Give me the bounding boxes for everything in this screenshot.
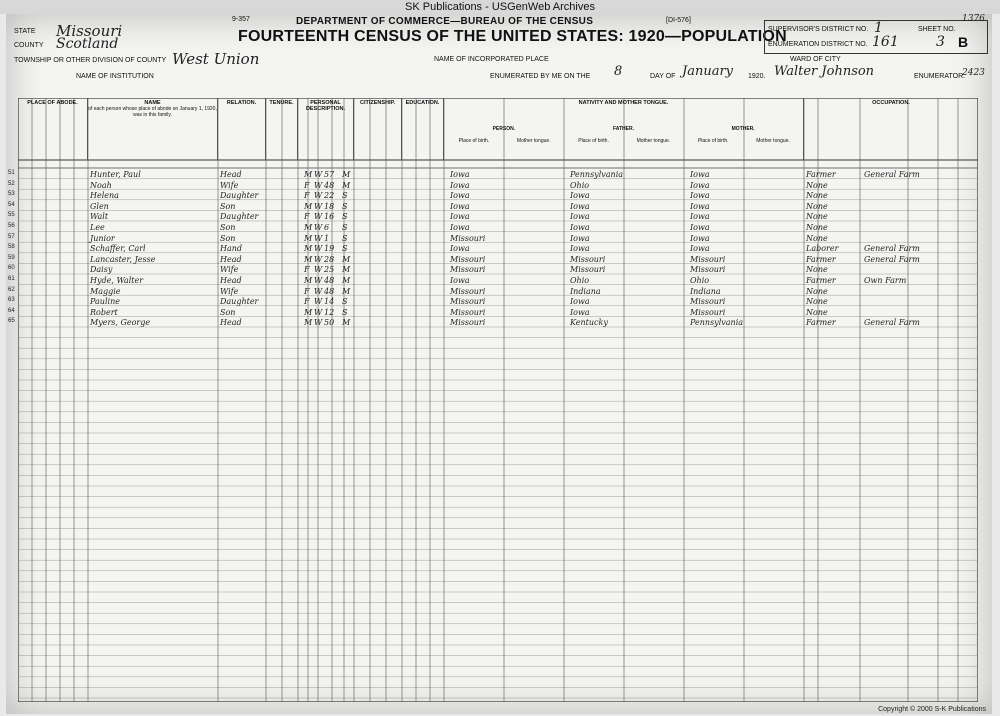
table-cell-name: Myers, George bbox=[90, 318, 151, 328]
table-cell-birth: Iowa bbox=[450, 191, 470, 201]
table-cell-mb: Iowa bbox=[690, 201, 710, 211]
table-cell-ms: M bbox=[342, 180, 351, 190]
sheet-letter: B bbox=[958, 34, 969, 50]
enumerated-label: ENUMERATED BY ME ON THE bbox=[490, 73, 591, 80]
table-cell-age: 25 bbox=[324, 265, 335, 275]
col-person-birth: Place of birth. bbox=[458, 138, 490, 144]
table-cell-n: 64 bbox=[8, 307, 15, 314]
table-cell-occ: None bbox=[806, 180, 828, 190]
day-value: 8 bbox=[614, 64, 623, 79]
township-value: West Union bbox=[172, 50, 260, 68]
census-table bbox=[8, 98, 978, 702]
table-cell-n: 53 bbox=[8, 191, 15, 198]
table-cell-birth: Missouri bbox=[450, 307, 486, 317]
table-cell-mb: Iowa bbox=[690, 223, 710, 232]
table-cell-birth: Missouri bbox=[450, 297, 486, 307]
table-cell-rel: Wife bbox=[220, 286, 239, 296]
table-cell-rel: Daughter bbox=[220, 191, 259, 201]
table-cell-mb: Missouri bbox=[690, 307, 726, 317]
table-cell-ms: M bbox=[342, 254, 351, 264]
table-cell-sex: M bbox=[304, 233, 313, 243]
table-cell-sex: F bbox=[304, 297, 310, 307]
copyright: Copyright © 2000 S-K Publications bbox=[878, 706, 986, 713]
table-cell-n: 59 bbox=[8, 254, 15, 261]
table-cell-ind: General Farm bbox=[864, 254, 920, 264]
supervisor-label: SUPERVISOR'S DISTRICT NO. bbox=[768, 26, 869, 33]
table-cell-name: Glen bbox=[90, 201, 109, 211]
table-cell-birth: Missouri bbox=[450, 254, 486, 264]
table-cell-ms: S bbox=[342, 201, 348, 211]
table-cell-rel: Daughter bbox=[220, 297, 259, 307]
col-person: PERSON. bbox=[492, 126, 516, 132]
table-cell-sex: F bbox=[304, 286, 310, 296]
state-label: STATE bbox=[14, 28, 36, 35]
table-cell-rel: Son bbox=[220, 307, 236, 317]
table-cell-race: W bbox=[314, 223, 323, 232]
table-cell-race: W bbox=[314, 244, 323, 254]
table-cell-n: 51 bbox=[8, 170, 15, 176]
table-cell-mb: Iowa bbox=[690, 233, 710, 243]
table-cell-fb: Iowa bbox=[570, 297, 590, 307]
table-cell-fb: Iowa bbox=[570, 233, 590, 243]
table-cell-name: Robert bbox=[90, 307, 118, 317]
table-cell-age: 14 bbox=[324, 297, 335, 307]
col-mother-tongue: Mother tongue. bbox=[756, 138, 790, 144]
table-cell-occ: Farmer bbox=[806, 318, 836, 328]
county-label: COUNTY bbox=[14, 42, 44, 49]
table-cell-birth: Missouri bbox=[450, 233, 486, 243]
table-cell-rel: Head bbox=[220, 254, 242, 264]
table-cell-ms: S bbox=[342, 297, 348, 307]
table-cell-age: 19 bbox=[324, 244, 335, 254]
table-cell-rel: Wife bbox=[220, 265, 239, 275]
table-cell-name: Maggie bbox=[90, 286, 121, 296]
table-cell-ms: S bbox=[342, 233, 348, 243]
enumeration-value: 161 bbox=[872, 34, 899, 50]
table-cell-occ: None bbox=[806, 297, 828, 307]
incorporated-label: NAME OF INCORPORATED PLACE bbox=[434, 56, 549, 63]
table-cell-occ: Laborer bbox=[806, 244, 839, 254]
table-cell-mb: Iowa bbox=[690, 180, 710, 190]
table-cell-race: W bbox=[314, 318, 323, 328]
form-number: 9-357 bbox=[232, 16, 250, 23]
table-cell-race: W bbox=[314, 191, 323, 201]
stamp-side: 2423 bbox=[962, 68, 985, 78]
table-cell-rel: Son bbox=[220, 201, 236, 211]
col-place-of-abode: PLACE OF ABODE. bbox=[18, 98, 88, 160]
table-cell-sex: M bbox=[304, 244, 313, 254]
table-cell-age: 22 bbox=[324, 191, 335, 201]
table-cell-n: 57 bbox=[8, 233, 15, 240]
table-cell-occ: None bbox=[806, 307, 828, 317]
month-value: January bbox=[682, 64, 734, 79]
table-cell-rel: Son bbox=[220, 223, 236, 232]
table-cell-birth: Missouri bbox=[450, 318, 486, 328]
table-grid bbox=[18, 98, 978, 702]
table-cell-ind: General Farm bbox=[864, 318, 920, 328]
table-cell-sex: M bbox=[304, 223, 313, 232]
table-cell-n: 55 bbox=[8, 212, 15, 219]
table-cell-fb: Ohio bbox=[570, 276, 590, 285]
table-cell-race: W bbox=[314, 180, 323, 190]
table-cell-age: 18 bbox=[324, 201, 335, 211]
table-cell-sex: M bbox=[304, 170, 313, 179]
table-cell-sex: M bbox=[304, 307, 313, 317]
table-cell-fb: Iowa bbox=[570, 212, 590, 222]
table-cell-fb: Iowa bbox=[570, 223, 590, 232]
table-cell-ind: General Farm bbox=[864, 170, 920, 179]
table-cell-fb: Indiana bbox=[570, 286, 601, 296]
table-cell-race: W bbox=[314, 212, 323, 222]
table-cell-name: Lancaster, Jesse bbox=[90, 254, 156, 264]
table-cell-race: W bbox=[314, 233, 323, 243]
table-cell-mb: Iowa bbox=[690, 170, 710, 179]
table-cell-sex: F bbox=[304, 180, 310, 190]
table-cell-n: 60 bbox=[8, 265, 15, 272]
table-cell-birth: Missouri bbox=[450, 265, 486, 275]
table-cell-sex: M bbox=[304, 318, 313, 328]
sheet-label: SHEET NO. bbox=[918, 26, 956, 33]
table-cell-birth: Iowa bbox=[450, 212, 470, 222]
table-cell-rel: Head bbox=[220, 170, 242, 179]
table-cell-n: 65 bbox=[8, 318, 15, 325]
table-cell-mb: Indiana bbox=[690, 286, 721, 296]
col-father-birth: Place of birth. bbox=[578, 138, 609, 144]
table-cell-sex: M bbox=[304, 276, 313, 285]
table-cell-name: Schaffer, Carl bbox=[90, 244, 146, 254]
table-cell-ind: Own Farm bbox=[864, 276, 907, 285]
table-cell-age: 48 bbox=[324, 276, 335, 285]
col-education: EDUCATION. bbox=[402, 98, 444, 160]
table-cell-race: W bbox=[314, 254, 323, 264]
table-cell-birth: Iowa bbox=[450, 244, 470, 254]
table-cell-fb: Missouri bbox=[570, 265, 606, 275]
table-cell-birth: Missouri bbox=[450, 286, 486, 296]
table-cell-name: Pauline bbox=[90, 297, 120, 307]
table-cell-name: Lee bbox=[90, 223, 105, 232]
sheet-value: 3 bbox=[936, 34, 945, 50]
col-relation: RELATION. bbox=[218, 98, 266, 160]
table-cell-sex: M bbox=[304, 201, 313, 211]
table-cell-mb: Iowa bbox=[690, 212, 710, 222]
table-cell-ms: S bbox=[342, 244, 348, 254]
table-cell-ind: General Farm bbox=[864, 244, 920, 254]
table-cell-race: W bbox=[314, 265, 323, 275]
table-cell-birth: Iowa bbox=[450, 201, 470, 211]
col-mother-birth: Place of birth. bbox=[697, 138, 729, 144]
table-cell-age: 28 bbox=[324, 254, 335, 264]
table-cell-name: Daisy bbox=[90, 265, 113, 275]
table-cell-occ: None bbox=[806, 212, 828, 222]
table-cell-n: 61 bbox=[8, 276, 15, 282]
form-code: [DI-576] bbox=[666, 17, 691, 24]
table-cell-fb: Iowa bbox=[570, 244, 590, 254]
table-cell-rel: Daughter bbox=[220, 212, 259, 222]
table-cell-rel: Head bbox=[220, 318, 242, 328]
col-personal: PERSONAL DESCRIPTION. bbox=[298, 98, 354, 160]
table-cell-occ: None bbox=[806, 223, 828, 232]
table-cell-race: W bbox=[314, 307, 323, 317]
table-cell-occ: Farmer bbox=[806, 276, 836, 285]
township-label: TOWNSHIP OR OTHER DIVISION OF COUNTY bbox=[14, 57, 167, 64]
table-cell-occ: None bbox=[806, 201, 828, 211]
table-cell-ms: S bbox=[342, 212, 348, 222]
table-cell-occ: Farmer bbox=[806, 254, 836, 264]
state-value: Missouri bbox=[56, 22, 123, 40]
table-cell-fb: Missouri bbox=[570, 254, 606, 264]
table-cell-age: 48 bbox=[324, 286, 335, 296]
table-cell-mb: Iowa bbox=[690, 191, 710, 201]
table-cell-mb: Missouri bbox=[690, 254, 726, 264]
col-person-tongue: Mother tongue. bbox=[516, 138, 551, 144]
table-cell-birth: Iowa bbox=[450, 223, 470, 232]
census-sheet bbox=[6, 14, 992, 714]
col-mother: MOTHER. bbox=[731, 126, 755, 132]
table-cell-ms: S bbox=[342, 191, 348, 201]
table-cell-n: 62 bbox=[8, 286, 15, 293]
department-title: DEPARTMENT OF COMMERCE—BUREAU OF THE CENSUS bbox=[296, 16, 594, 27]
table-cell-age: 50 bbox=[324, 318, 335, 328]
enumerator-label: ENUMERATOR. bbox=[914, 73, 966, 80]
table-cell-age: 57 bbox=[324, 170, 335, 179]
county-value: Scotland bbox=[56, 36, 119, 52]
table-cell-ms: S bbox=[342, 223, 348, 232]
table-cell-rel: Wife bbox=[220, 180, 239, 190]
table-cell-age: 6 bbox=[324, 223, 330, 232]
table-cell-n: 63 bbox=[8, 297, 15, 304]
table-cell-occ: None bbox=[806, 233, 828, 243]
table-cell-n: 58 bbox=[8, 244, 15, 251]
table-cell-sex: M bbox=[304, 254, 313, 264]
table-cell-name: Walt bbox=[90, 212, 109, 222]
table-cell-rel: Hand bbox=[220, 244, 243, 254]
table-cell-n: 52 bbox=[8, 180, 15, 187]
table-cell-ms: S bbox=[342, 307, 348, 317]
table-cell-race: W bbox=[314, 276, 323, 285]
table-cell-race: W bbox=[314, 170, 323, 179]
archive-banner: SK Publications - USGenWeb Archives bbox=[0, 0, 1000, 14]
table-cell-ms: M bbox=[342, 276, 351, 285]
col-occupation: OCCUPATION. bbox=[872, 100, 910, 106]
col-citizenship: CITIZENSHIP. bbox=[354, 98, 402, 160]
col-father: FATHER. bbox=[612, 126, 635, 132]
table-cell-mb: Missouri bbox=[690, 297, 726, 307]
col-father-tongue: Mother tongue. bbox=[636, 138, 671, 144]
col-name: NAME of each person whose place of abode on January 1, 1920, was in this family. bbox=[88, 98, 218, 160]
table-cell-sex: F bbox=[304, 265, 310, 275]
col-tenure: TENURE. bbox=[266, 98, 298, 160]
table-cell-occ: Farmer bbox=[806, 170, 836, 179]
table-cell-age: 12 bbox=[324, 307, 335, 317]
table-cell-name: Junior bbox=[90, 233, 115, 243]
table-cell-fb: Iowa bbox=[570, 307, 590, 317]
table-cell-mb: Pennsylvania bbox=[690, 318, 744, 328]
table-cell-sex: F bbox=[304, 212, 310, 222]
table-cell-occ: None bbox=[806, 286, 828, 296]
enumeration-label: ENUMERATION DISTRICT NO. bbox=[768, 41, 868, 48]
table-cell-name: Helena bbox=[90, 191, 119, 201]
table-cell-ms: M bbox=[342, 318, 351, 328]
table-cell-birth: Iowa bbox=[450, 170, 470, 179]
table-cell-age: 48 bbox=[324, 180, 335, 190]
table-cell-rel: Head bbox=[220, 276, 242, 285]
table-cell-n: 54 bbox=[8, 201, 15, 208]
table-cell-age: 1 bbox=[324, 233, 330, 243]
table-cell-name: Hunter, Paul bbox=[90, 170, 141, 179]
table-cell-fb: Ohio bbox=[570, 180, 590, 190]
table-cell-n: 56 bbox=[8, 223, 15, 229]
stamp-top: 1376 bbox=[962, 14, 985, 24]
table-cell-sex: F bbox=[304, 191, 310, 201]
table-cell-name: Hyde, Walter bbox=[90, 276, 144, 285]
table-cell-mb: Missouri bbox=[690, 265, 726, 275]
table-cell-fb: Kentucky bbox=[570, 318, 608, 328]
institution-label: NAME OF INSTITUTION bbox=[76, 73, 154, 80]
table-cell-race: W bbox=[314, 297, 323, 307]
table-cell-name: Noah bbox=[90, 180, 112, 190]
table-cell-rel: Son bbox=[220, 233, 236, 243]
year-value: 1920. bbox=[748, 73, 766, 80]
table-cell-fb: Iowa bbox=[570, 201, 590, 211]
enumerator-value: Walter Johnson bbox=[774, 64, 875, 79]
table-cell-mb: Iowa bbox=[690, 244, 710, 254]
table-cell-race: W bbox=[314, 286, 323, 296]
table-cell-race: W bbox=[314, 201, 323, 211]
table-cell-birth: Iowa bbox=[450, 180, 470, 190]
supervisor-value: 1 bbox=[874, 20, 883, 36]
table-cell-ms: M bbox=[342, 265, 351, 275]
day-of-label: DAY OF bbox=[650, 73, 676, 80]
table-cell-fb: Pennsylvania bbox=[570, 170, 624, 179]
table-cell-occ: None bbox=[806, 191, 828, 201]
table-cell-ms: M bbox=[342, 286, 351, 296]
table-cell-ms: M bbox=[342, 170, 351, 179]
ward-label: WARD OF CITY bbox=[790, 56, 841, 63]
col-nativity: NATIVITY AND MOTHER TONGUE. PERSON. FATHER. MOTHER. Place of birth. Mother tongue. Place of birth. Mother tongue. Place of birth. Mother tongue. bbox=[444, 98, 804, 160]
census-title: FOURTEENTH CENSUS OF THE UNITED STATES: 1920—POPULATION bbox=[238, 28, 787, 45]
table-cell-age: 16 bbox=[324, 212, 335, 222]
table-cell-mb: Ohio bbox=[690, 276, 710, 285]
table-cell-birth: Iowa bbox=[450, 276, 470, 285]
table-cell-occ: None bbox=[806, 265, 828, 275]
table-cell-fb: Iowa bbox=[570, 191, 590, 201]
